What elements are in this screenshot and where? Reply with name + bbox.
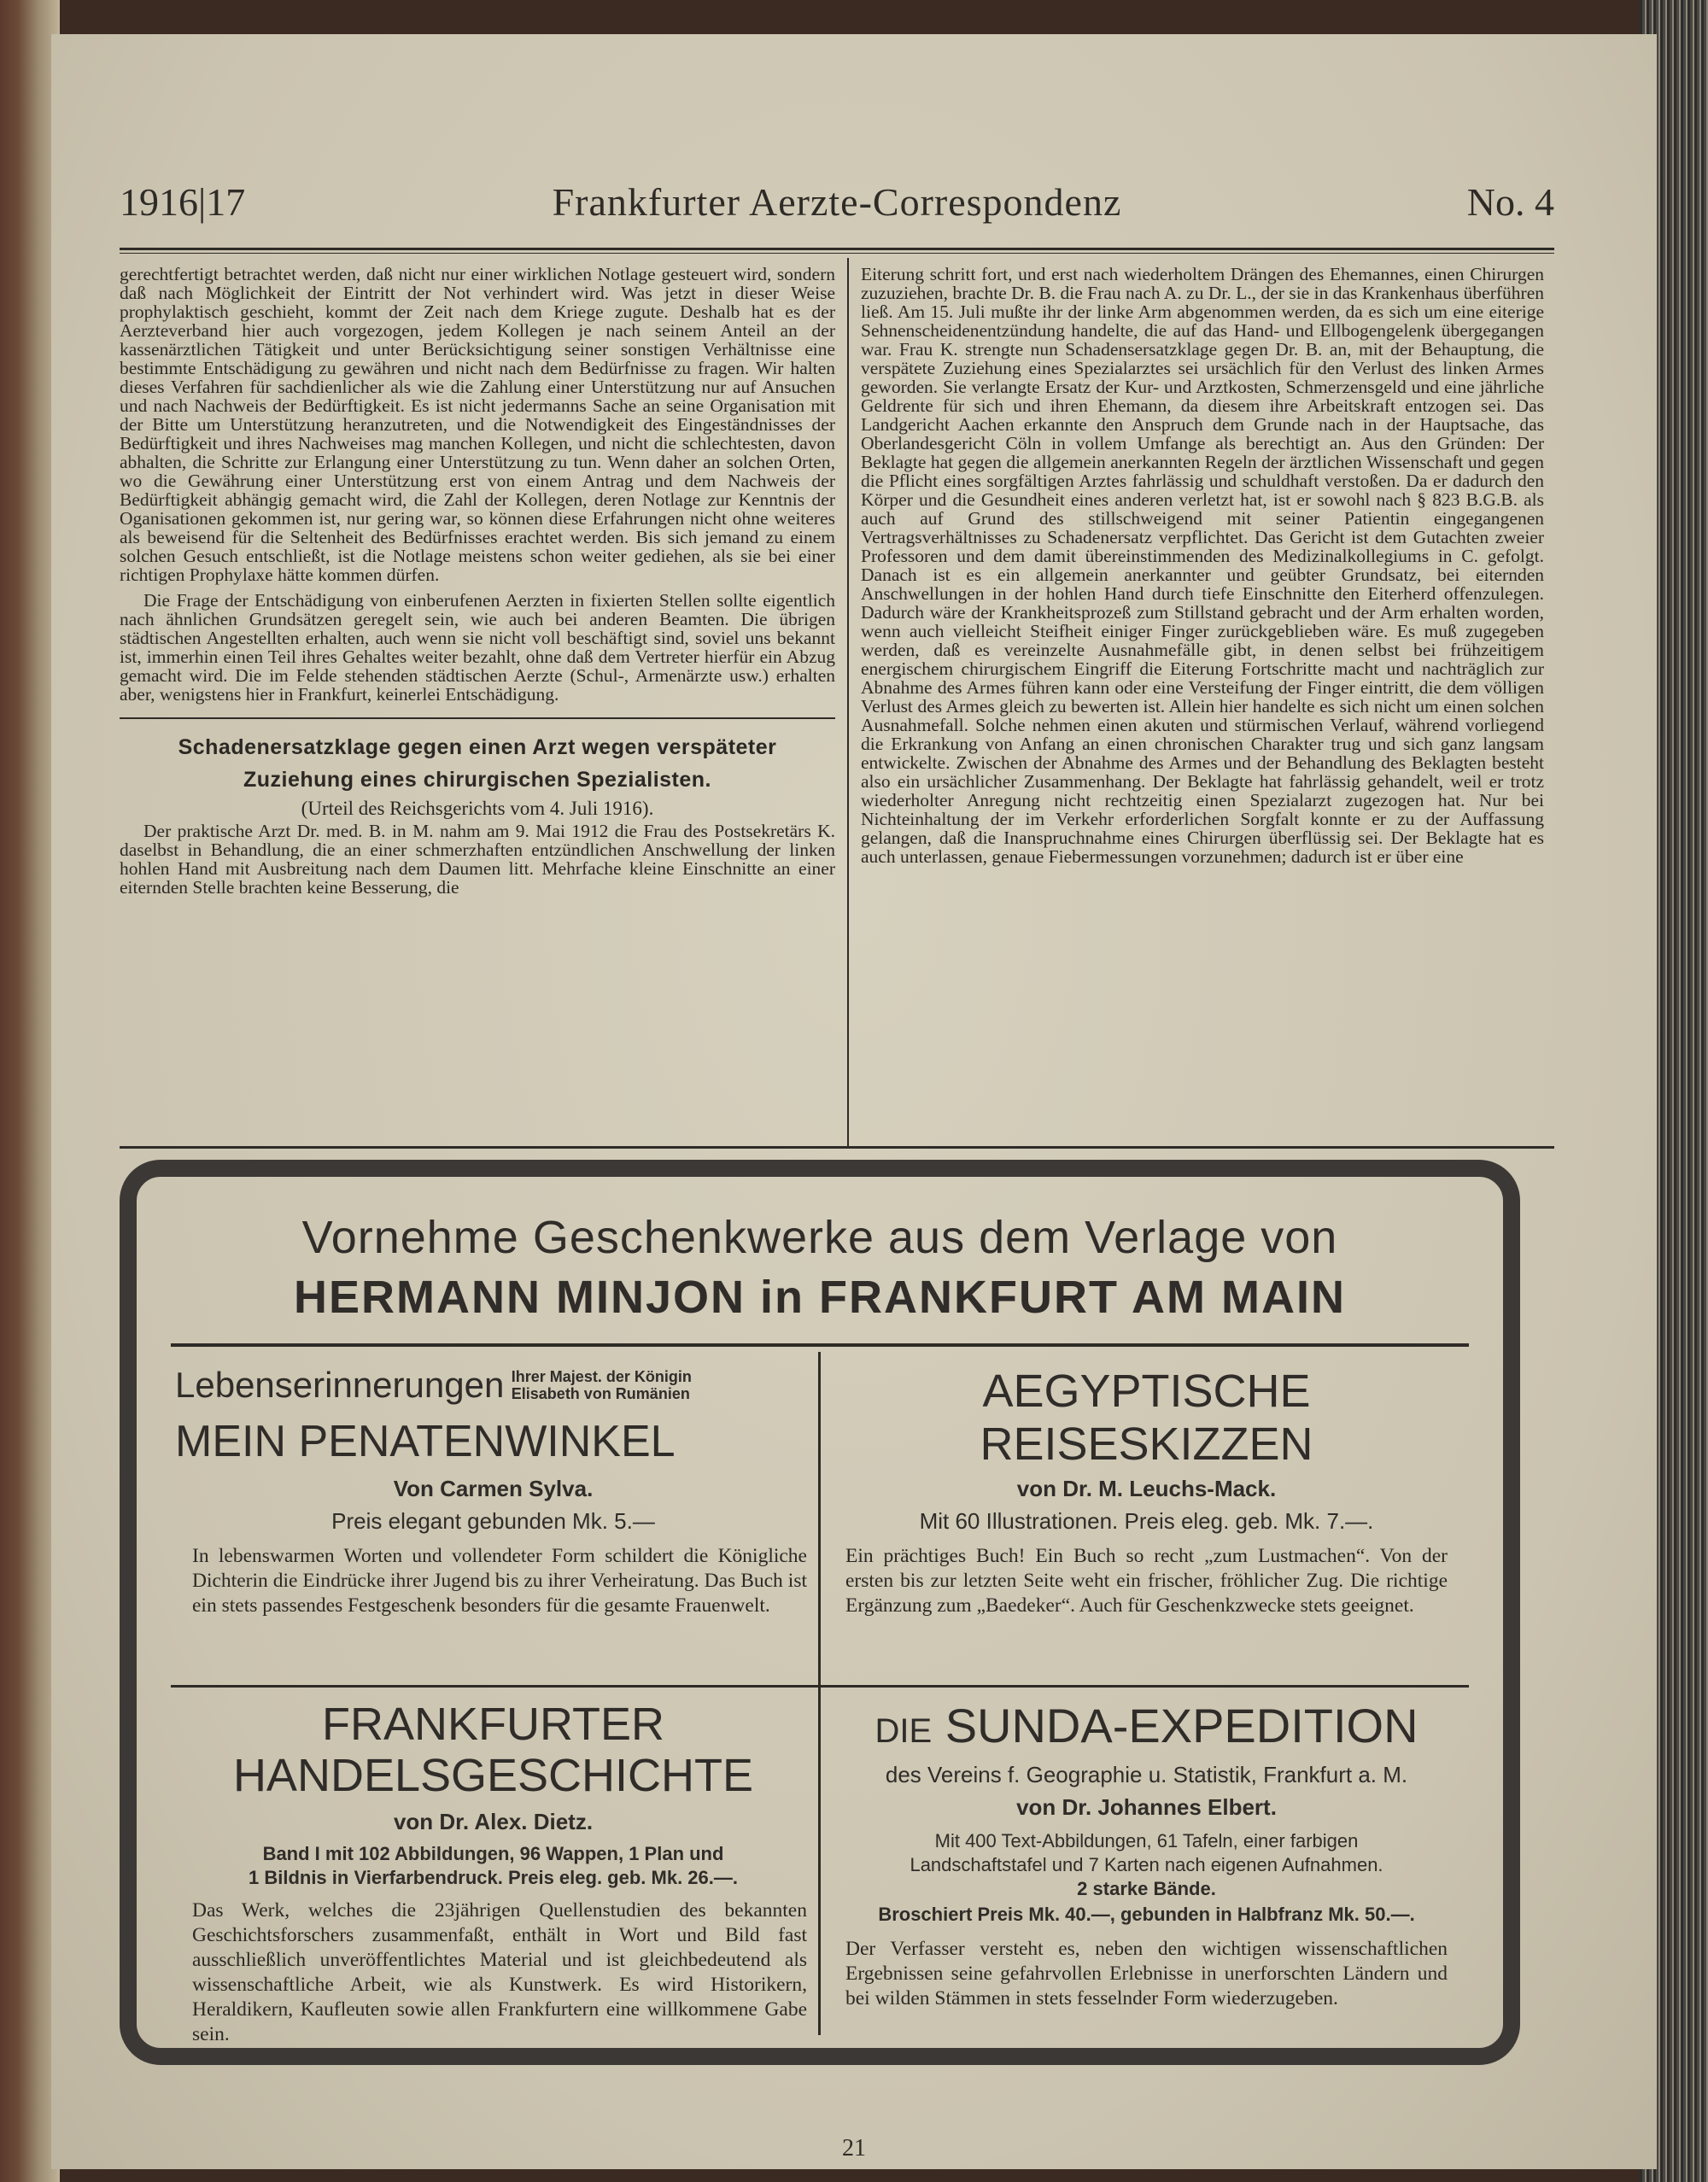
box4-title-main: SUNDA-EXPEDITION — [945, 1699, 1418, 1752]
article-source: (Urteil des Reichsgerichts vom 4. Juli 1916). — [301, 798, 654, 819]
newspaper-page — [51, 34, 1657, 2169]
box3-details-line2: 1 Bildnis in Vierfarbendruck. Preis eleg. geb. Mk. 26.—. — [248, 1867, 738, 1888]
header-year: 1916|17 — [120, 180, 246, 224]
article-divider — [120, 717, 835, 719]
box1-title-main: MEIN PENATENWINKEL — [175, 1417, 676, 1466]
box2-title-line1: AEGYPTISCHE — [982, 1366, 1311, 1417]
page-number: 21 — [842, 2135, 866, 2162]
ad-box-sunda-expedition — [828, 1694, 1465, 2035]
box1-side-note — [512, 1368, 692, 1402]
box2-price: Mit 60 Illustrationen. Preis eleg. geb. Mk. 7.—. — [919, 1508, 1374, 1534]
left-text-column — [120, 265, 835, 897]
box2-author: von Dr. M. Leuchs-Mack. — [1016, 1476, 1277, 1501]
box2-title-line2: REISESKIZZEN — [980, 1419, 1313, 1470]
box4-price: Broschiert Preis Mk. 40.—, gebunden in Halbfranz Mk. 50.—. — [878, 1904, 1415, 1925]
box4-description: Der Verfasser versteht es, neben den wichtigen wissenschaftlichen Ergebnissen seine gefahrvollen Erlebnisse in unerforschten Ländern und bei wilden Stämmen in stets fesselnder Form wiederzugeben. — [845, 1938, 1448, 2009]
ad-center-divider — [818, 1352, 821, 2035]
box1-side-line1: Ihrer Majest. der Königin — [511, 1368, 692, 1385]
box1-title-row — [175, 1365, 811, 1407]
bottom-rule — [120, 1146, 1554, 1149]
box1-description: In lebenswarmen Worten und vollendeter Form schildert die Königliche Dichterin die Eindrücke ihrer Jugend bis zu ihrer Verheiratung. Das Buch ist ein stets passendes Festgeschenk besonders für die gesamte Frauenwelt. — [192, 1545, 807, 1617]
box4-subtitle: des Vereins f. Geographie u. Statistik, Frankfurt a. M. — [885, 1762, 1408, 1787]
running-header — [120, 162, 1554, 231]
box3-details-line1: Band I mit 102 Abbildungen, 96 Wappen, 1 Plan und — [262, 1843, 724, 1864]
article-heading-line1: Schadenersatzklage gegen einen Arzt wegen verspäteter — [178, 735, 777, 759]
box1-price: Preis elegant gebunden Mk. 5.— — [331, 1508, 655, 1534]
paragraph: Die Frage der Entschädigung von einberufenen Aerzten in fixierten Stellen sollte eigentlich nach ähnlichen Grundsätzen geregelt sein, wie auch bei anderen Beamten. Die übrigen städtischen Angestellten erhalten, auch wenn sie nicht voll beschäftigt sind, soviel uns bekannt ist, immerhin einen Teil ihres Gehaltes weiter bezahlt, ohne daß dem Vertreter hierfür ein Abzug gemacht wird. Die im Felde stehenden städtischen Aerzte (Schul-, Armenärzte usw.) erhalten aber, wenigstens hier in Frankfurt, keinerlei Entschädigung. — [120, 590, 835, 705]
box4-author: von Dr. Johannes Elbert. — [1016, 1794, 1277, 1820]
box1-title-part: Lebenserinnerungen — [175, 1365, 505, 1405]
header-issue-number: No. 4 — [1466, 180, 1554, 224]
ad-box-aegyptische-reiseskizzen — [828, 1356, 1465, 1681]
box4-details-line3: 2 starke Bände. — [1077, 1878, 1216, 1899]
ad-title-rule — [171, 1343, 1469, 1347]
box3-title-line1: FRANKFURTER — [321, 1699, 665, 1750]
box1-side-line2: Elisabeth von Rumänien — [511, 1385, 690, 1402]
paragraph: Eiterung schritt fort, und erst nach wiederholtem Drängen des Ehemannes, einen Chirurgen zuzuziehen, brachte Dr. B. die Frau nach A. zu Dr. L., der sie in das Krankenhaus überführen ließ. Am 15. Juli mußte ihr der linke Arm abgenommen werden, da es sich um eine eiterige Sehnenscheidenentzündung handelte, die auf das Hand- und Ellbogengelenk übergegangen war. Frau K. strengte nun Schadensersatzklage gegen Dr. B. an, mit der Behauptung, die verspätete Zuziehung eines Spezialarztes sei ursächlich für den Verlust des linken Armes geworden. Sie verlangte Ersatz der Kur- und Arztkosten, Schmerzensgeld und eine jährliche Geldrente für sich und ihren Ehemann, da diesem ihre Arbeitskraft entzogen sei. Das Landgericht Aachen erkannte den Anspruch dem Grunde nach in der Hauptsache, das Oberlandesgericht Cöln in vollem Umfange als berechtigt an. Aus den Gründen: Der Beklagte hat gegen die allgemein anerkannten Regeln der ärztlichen Wissenschaft und gegen die Pflicht eines sorgfältigen Arztes fahrlässig und schuldhaft verstoßen. Da er dadurch den Körper und die Gesundheit eines anderen verletzt hat, ist er sowohl nach § 823 B.G.B. als auch auf Grund des stillschweigend mit seiner Patientin eingegangenen Vertragsverhältnisses zu Schadenersatz verpflichtet. Das Gericht ist dem Gutachten zweier Professoren und dem damit übereinstimmenden des Medizinalkollegiums in C. gefolgt. Danach ist es ein allgemein anerkannter und geübter Grundsatz, bei eiternden Anschwellungen in der hohlen Hand durch tiefe Einschnitte den Eiterherd offenzulegen. Dadurch wäre der Krankheitsprozeß zum Stillstand gebracht und der Arm erhalten worden, wenn auch vielleicht Steifheit einiger Finger zurückgeblieben wäre. Es muß zugegeben werden, daß es vereinzelte Ausnahmefälle gibt, in denen selbst bei frühzeitigem energischem chirurgischem Eingriff die Eiterung Fortschritte macht und nachträglich zur Abnahme des Armes führen kann oder eine Versteifung der Finger eintritt, die dem völligen Verlust des Armes gleich zu bewerten ist. Allein hier handelte es sich nicht um einen solchen Ausnahmefall. Solche nehmen einen akuten und stürmischen Verlauf, während vorliegend die Erkrankung von Anfang an einen chronischen Charakter trug und sich ganz langsam entwickelte. Zwischen der Abnahme des Armes und der Behandlung des Beklagten besteht also ein ursächlicher Zusammenhang. Der Beklagte hat fahrlässig gehandelt, weil er trotz wiederholter Anregung nicht rechtzeitig einen Spezialarzt zugezogen hat. Nur bei Nichteinhaltung der im Verkehr erforderlichen Sorgfalt konnte er zu der Auffassung gelangen, daß die Inanspruchnahme eines Chirurgen überflüssig sei. Der Beklagte hat es auch unterlassen, genaue Fiebermessungen vorzunehmen; dadurch ist er über eine — [861, 264, 1544, 867]
column-divider — [847, 258, 849, 1146]
box4-title-row — [828, 1698, 1465, 1753]
ad-left-divider — [171, 1685, 818, 1688]
box4-title-small: DIE — [874, 1712, 933, 1750]
box4-details-line2: Landschaftstafel und 7 Karten nach eigenen Aufnahmen. — [910, 1854, 1383, 1875]
ad-box-frankfurter-handelsgeschichte — [175, 1694, 811, 2045]
header-rule — [120, 248, 1554, 250]
box3-title-line2: HANDELSGESCHICHTE — [232, 1750, 754, 1801]
ad-box-penatenwinkel — [175, 1356, 811, 1681]
ad-title-line2: HERMANN MINJON in FRANKFURT AM MAIN — [294, 1272, 1346, 1323]
ad-title-line1: Vornehme Geschenkwerke aus dem Verlage von — [301, 1212, 1338, 1263]
paragraph: Der praktische Arzt Dr. med. B. in M. nahm am 9. Mai 1912 die Frau des Postsekretärs K. daselbst in Behandlung, die an einer schmerzhaften entzündlichen Anschwellung der linken hohlen Hand mit Ausbreitung nach dem Daumen litt. Mehrfache kleine Einschnitte an einer eiternden Stelle brachten keine Besserung, die — [120, 821, 835, 898]
advertisement-frame — [120, 1160, 1520, 2065]
box4-details-line1: Mit 400 Text-Abbildungen, 61 Tafeln, einer farbigen — [934, 1830, 1359, 1851]
header-rule-thin — [120, 253, 1554, 254]
header-journal-title: Frankfurter Aerzte-Correspondenz — [552, 180, 1122, 224]
box2-description: Ein prächtiges Buch! Ein Buch so recht „zum Lustmachen“. Von der ersten bis zur letzten Seite weht ein frischer, fröhlicher Zug. Die richtige Ergänzung zum „Baedeker“. Auch für Geschenkzwecke stets geeignet. — [845, 1545, 1448, 1617]
box3-description: Das Werk, welches die 23jährigen Quellenstudien des bekannten Geschichtsforschers zusammenfaßt, enthält in Wort und Bild fast ausschließlich unveröffentlichtes Material und ist gleichbedeutend als wissenschaftliche Arbeit, wie als Kunstwerk. Es wird Historikern, Heraldikern, Kaufleuten sowie allen Frankfurtern eine willkommene Gabe sein. — [192, 1899, 807, 2045]
ad-right-divider — [821, 1685, 1469, 1688]
right-text-column — [861, 265, 1544, 866]
article-heading-line2: Zuziehung eines chirurgischen Spezialisten. — [243, 768, 711, 792]
box3-author: von Dr. Alex. Dietz. — [393, 1809, 594, 1834]
box1-author: Von Carmen Sylva. — [393, 1476, 594, 1501]
paragraph: gerechtfertigt betrachtet werden, daß nicht nur einer wirklichen Notlage gesteuert wird, sondern daß nach Möglichkeit der Eintritt der Not verhindert wird. Was jetzt in dieser Weise prophylaktisch geschieht, kommt der Zeit nach dem Kriege zugute. Deshalb hat es der Aerzteverband hier auch vorgezogen, jedem Kollegen je nach seinem Anteil an der kassenärztlichen Tätigkeit und unter Berücksichtigung seiner sonstigen Verhältnisse eine bestimmte Entschädigung zu gewähren und nicht nach dem Bedürfnisse zu fragen. Wir halten dieses Verfahren für sachdienlicher als wie die Zahlung einer Unterstützung nur auf Ansuchen und nach Nachweis der Bedürftigkeit. Es ist nicht jedermanns Sache an seine Organisation mit der Bitte um Unterstützung heranzutreten, und die Notwendigkeit des Eingeständnisses der Bedürftigkeit und ihres Nachweises mag manchen Kollegen, und nicht die schlechtesten, davon abhalten, die Schritte zur Erlangung einer Unterstützung zu tun. Wenn daher an solchen Orten, wo die Gewährung einer Unterstützung erst von einem Antrag und dem Nachweis der Bedürftigkeit abhängig gemacht wird, die Zahl der Kollegen, deren Notlage zur Kenntnis der Oganisationen gekommen ist, nur gering war, so können diese Erfahrungen nicht ohne weiteres als beweisend für die Seltenheit des Bedürfnisses erachtet werden. Bis sich jemand zu einem solchen Gesuch entschließt, ist die Notlage meistens schon weiter gediehen, als sie bei einer richtigen Prophylaxe hätte kommen dürfen. — [120, 264, 835, 585]
